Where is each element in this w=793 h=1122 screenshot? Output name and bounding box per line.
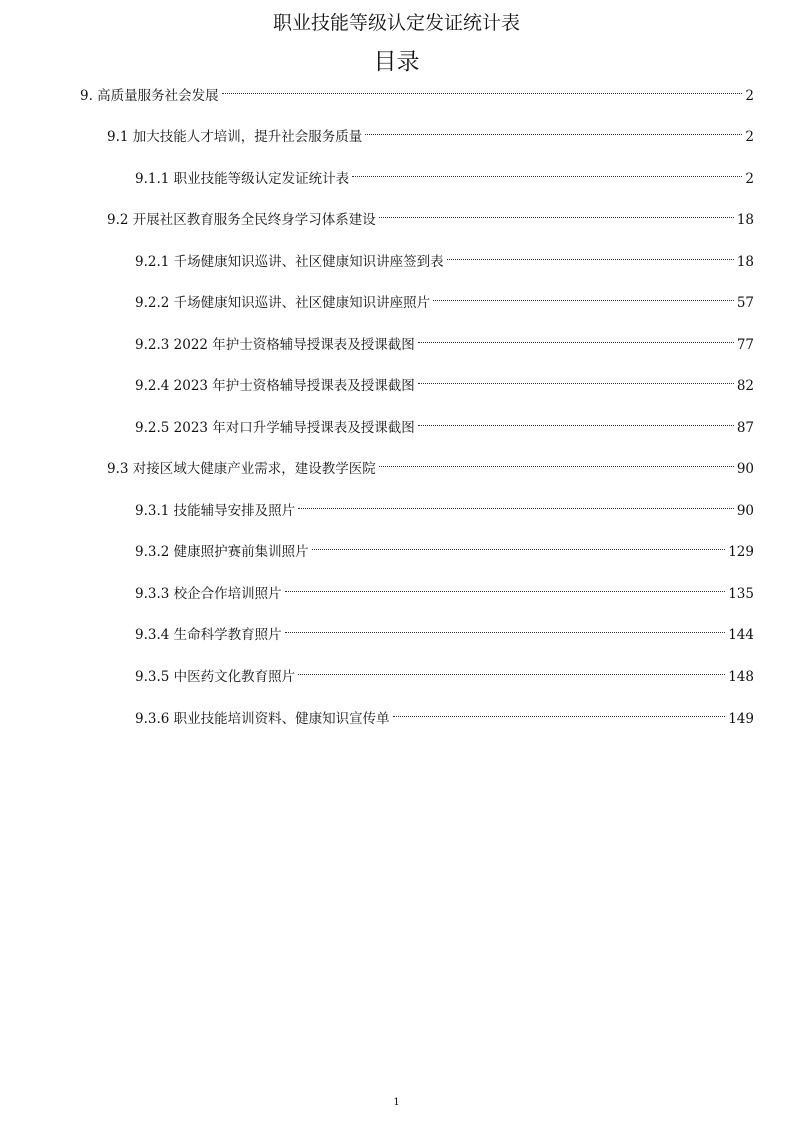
toc-entry-label: 9.2.5 2023 年对口升学辅导授课表及授课截图	[135, 420, 415, 436]
toc-entry-page: 2	[745, 88, 754, 104]
toc-entry-page: 144	[728, 627, 754, 643]
toc-entry-9-2-1[interactable]	[135, 244, 754, 270]
toc-dot-leader	[283, 617, 728, 639]
toc-entry-label: 9.2.1 千场健康知识巡讲、社区健康知识讲座签到表	[135, 254, 444, 270]
toc-dot-leader	[296, 493, 736, 515]
toc-dot-leader	[416, 368, 736, 390]
toc-entry-page: 90	[736, 461, 754, 477]
toc-entry-label: 9.3.6 职业技能培训资料、健康知识宣传单	[135, 711, 390, 727]
toc-dot-leader	[377, 451, 736, 473]
toc-entry-page: 135	[728, 586, 754, 602]
toc-entry-page: 18	[736, 212, 754, 228]
toc-entry-page: 129	[728, 544, 754, 560]
toc-dot-leader	[391, 701, 728, 723]
toc-entry-9-1-1[interactable]	[135, 161, 754, 187]
toc-entry-9-3-4[interactable]	[135, 617, 754, 643]
toc-entry-page: 149	[728, 711, 754, 727]
toc-entry-label: 9.1.1 职业技能等级认定发证统计表	[135, 171, 350, 187]
toc-entry-label: 9.3.3 校企合作培训照片	[135, 586, 282, 602]
document-header-title: 职业技能等级认定发证统计表	[272, 12, 520, 34]
toc-entry-9-2[interactable]	[107, 202, 754, 228]
toc-entry-9-2-3[interactable]	[135, 327, 754, 353]
toc-dot-leader	[431, 285, 736, 307]
toc-dot-leader	[445, 244, 736, 266]
toc-entry-page: 77	[736, 337, 754, 353]
toc-entry-page: 18	[736, 254, 754, 270]
toc-entry-page: 148	[728, 669, 754, 685]
toc-entry-label: 9.3.2 健康照护赛前集训照片	[135, 544, 309, 560]
toc-title: 目录	[373, 49, 420, 75]
page-number: 1	[393, 1097, 400, 1108]
toc-entry-label: 9.2 开展社区教育服务全民终身学习体系建设	[107, 212, 376, 228]
toc-entry-page: 57	[736, 295, 754, 311]
toc-dot-leader	[296, 659, 727, 681]
toc-entry-page: 2	[745, 171, 754, 187]
toc-entry-label: 9.3.5 中医药文化教育照片	[135, 669, 296, 685]
toc-dot-leader	[363, 119, 744, 141]
toc-entry-9-3-3[interactable]	[135, 576, 754, 602]
toc-entry-label: 9.3 对接区域大健康产业需求，建设教学医院	[107, 461, 376, 477]
toc-entry-9-2-5[interactable]	[135, 410, 754, 436]
toc-dot-leader	[377, 202, 736, 224]
toc-dot-leader	[220, 78, 745, 100]
toc-entry-label: 9.3.4 生命科学教育照片	[135, 627, 282, 643]
toc-entry-9-3-5[interactable]	[135, 659, 754, 685]
toc-entry-9-3[interactable]	[107, 451, 754, 477]
toc-dot-leader	[283, 576, 728, 598]
toc-entry-9-2-4[interactable]	[135, 368, 754, 394]
toc-entry-9-2-2[interactable]	[135, 285, 754, 311]
toc-entry-label: 9.2.2 千场健康知识巡讲、社区健康知识讲座照片	[135, 295, 431, 311]
toc-entry-9-1[interactable]	[107, 119, 754, 145]
toc-entry-page: 82	[736, 378, 754, 394]
toc-entry-label: 9.2.4 2023 年护士资格辅导授课表及授课截图	[135, 378, 415, 394]
toc-entry-label: 9.1 加大技能人才培训，提升社会服务质量	[107, 129, 363, 145]
toc-dot-leader	[310, 534, 728, 556]
toc-dot-leader	[350, 161, 744, 183]
toc-dot-leader	[416, 327, 736, 349]
toc-entry-page: 87	[736, 420, 754, 436]
toc-dot-leader	[416, 410, 736, 432]
toc-entry-9-3-1[interactable]	[135, 493, 754, 519]
toc-entry-9[interactable]	[80, 78, 754, 104]
toc-entry-page: 90	[736, 503, 754, 519]
toc-entry-label: 9.3.1 技能辅导安排及照片	[135, 503, 296, 519]
toc-entry-9-3-6[interactable]	[135, 701, 754, 727]
toc-entry-9-3-2[interactable]	[135, 534, 754, 560]
toc-entry-label: 9.2.3 2022 年护士资格辅导授课表及授课截图	[135, 337, 415, 353]
toc-entry-page: 2	[745, 129, 754, 145]
toc-entry-label: 9. 高质量服务社会发展	[80, 88, 219, 104]
